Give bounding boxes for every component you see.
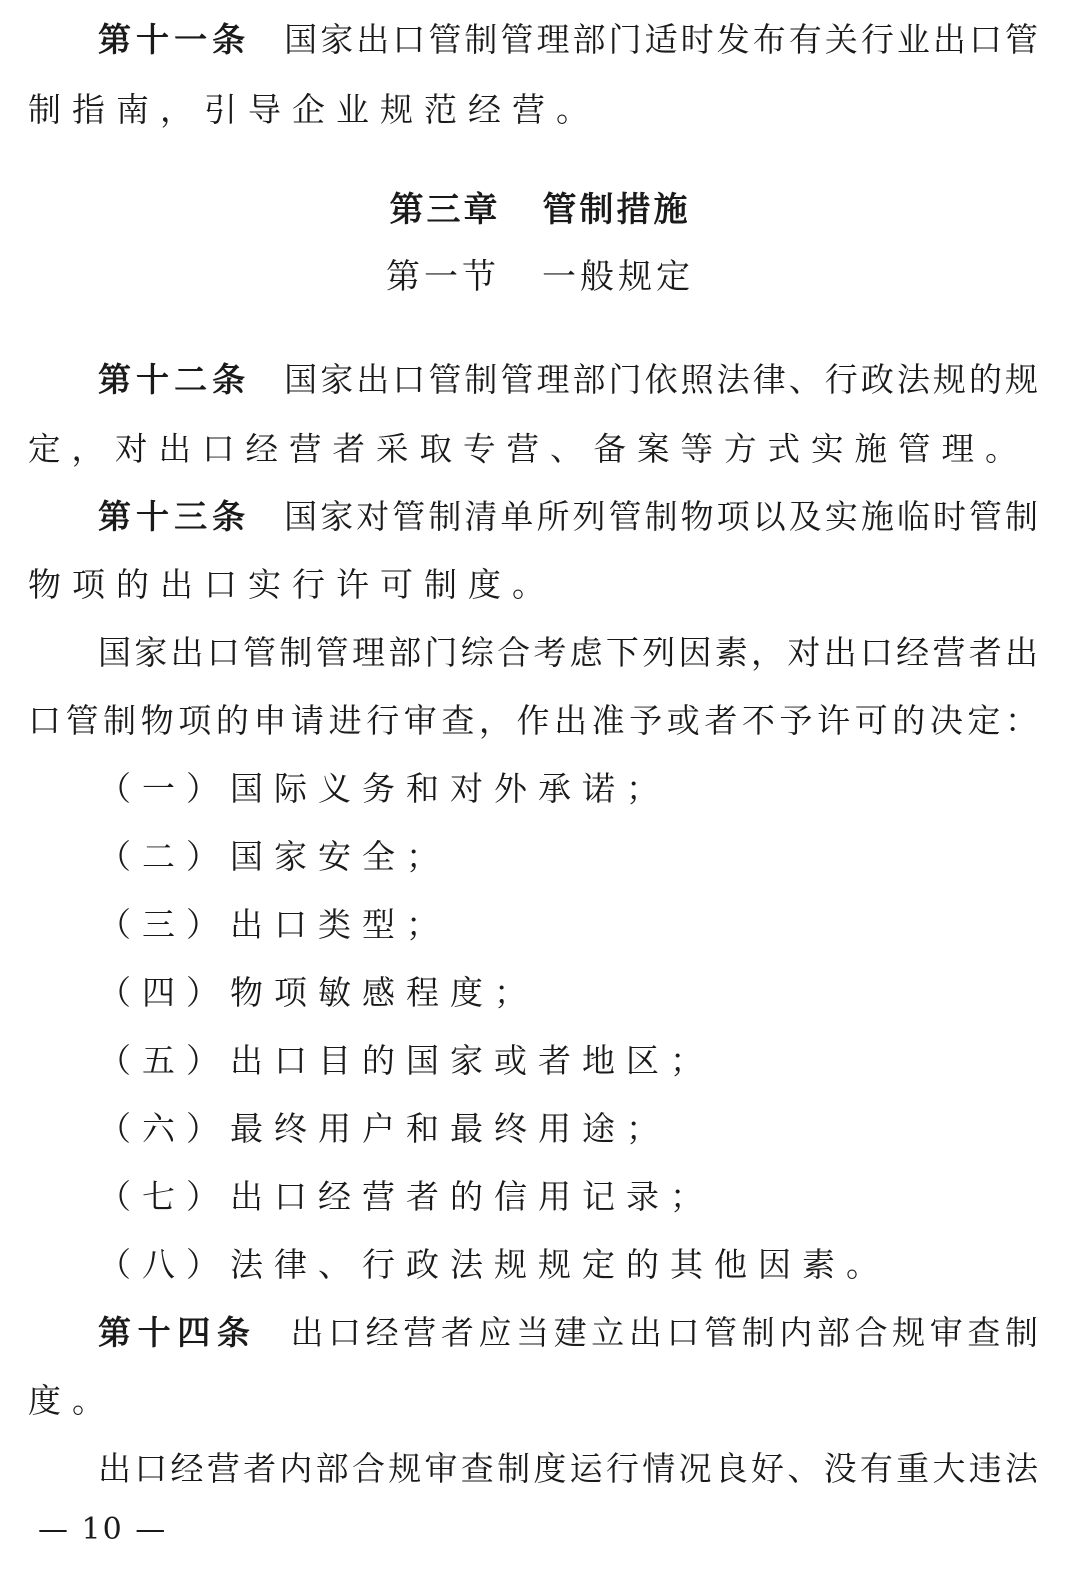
- list-item-6: （六）最终用户和最终用途；: [98, 1109, 670, 1148]
- article-13-label: 第十三条: [98, 497, 251, 536]
- article-12-line-2: 定，对出口经营者采取专营、备案等方式实施管理。: [28, 430, 1029, 468]
- article-14-line-2: 度。: [28, 1381, 116, 1420]
- article-14-line-1: [98, 1311, 1038, 1355]
- section-heading: [0, 254, 1080, 300]
- article-13-text-1: 国家对管制清单所列管制物项以及实施临时管制: [284, 497, 1039, 536]
- article-14-para-2-line-1: 出口经营者内部合规审查制度运行情况良好、没有重大违法: [98, 1449, 1038, 1488]
- article-11-line-2: 制指南，引导企业规范经营。: [28, 90, 600, 129]
- article-14-text-1: 出口经营者应当建立出口管制内部合规审查制: [290, 1313, 1039, 1352]
- article-13-line-2: 物项的出口实行许可制度。: [28, 565, 556, 604]
- list-item-2: （二）国家安全；: [98, 837, 450, 876]
- list-item-1: （一）国际义务和对外承诺；: [98, 769, 670, 808]
- list-item-3: （三）出口类型；: [98, 905, 450, 944]
- chapter-name: 管制措施: [542, 190, 691, 230]
- article-12-text-1: 国家出口管制管理部门依照法律、行政法规的规: [284, 360, 1039, 399]
- article-12-line-1: [98, 358, 1038, 402]
- article-11-text-1: 国家出口管制管理部门适时发布有关行业出口管: [284, 20, 1039, 59]
- page-number: — 10 —: [38, 1512, 168, 1547]
- list-item-5: （五）出口目的国家或者地区；: [98, 1041, 714, 1080]
- article-13-para-2-line-1: 国家出口管制管理部门综合考虑下列因素，对出口经营者出: [98, 633, 1038, 672]
- list-item-4: （四）物项敏感程度；: [98, 973, 538, 1012]
- article-11-line-1: [98, 18, 1038, 62]
- chapter-heading: [0, 187, 1080, 233]
- list-item-8: （八）法律、行政法规规定的其他因素。: [98, 1245, 890, 1284]
- article-13-para-2-line-2: 口管制物项的申请进行审查，作出准予或者不予许可的决定：: [28, 701, 1038, 740]
- article-12-label: 第十二条: [98, 360, 251, 399]
- list-item-7: （七）出口经营者的信用记录；: [98, 1177, 714, 1216]
- section-number: 第一节: [386, 257, 500, 297]
- section-name: 一般规定: [542, 257, 694, 297]
- chapter-number: 第三章: [389, 190, 501, 230]
- article-11-label: 第十一条: [98, 20, 251, 59]
- article-13-line-1: [98, 495, 1038, 539]
- article-14-label: 第十四条: [98, 1313, 257, 1352]
